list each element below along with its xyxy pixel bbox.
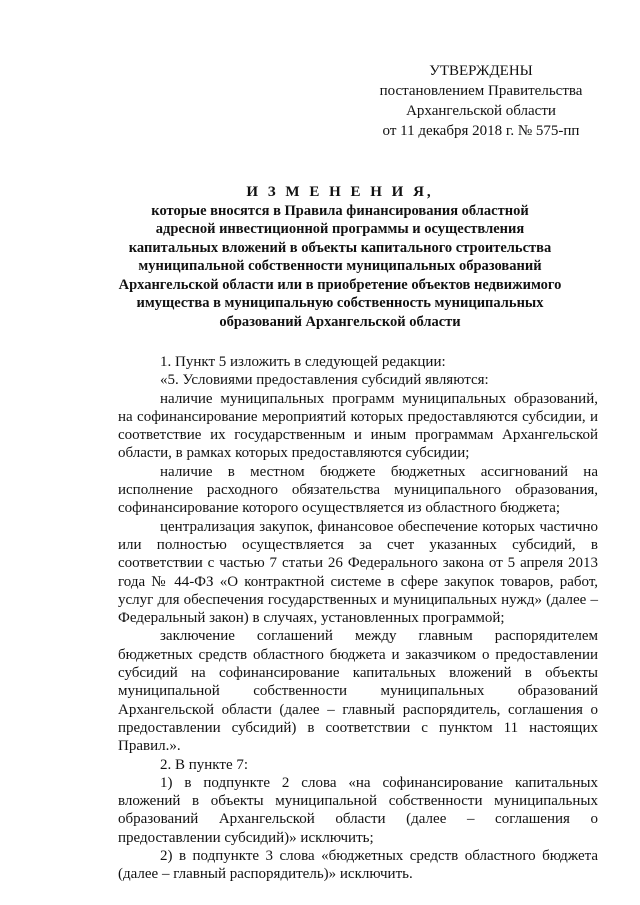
title-line: адресной инвестиционной программы и осуществления <box>155 221 525 237</box>
title-line: которые вносятся в Правила финансирования областной <box>151 202 529 219</box>
body-paragraph: централизация закупок, финансовое обеспечение которых частично или полностью осуществляется за счет указанных субсидий, в соответствии с частью 7 статьи 26 Федерального закона от 5 апреля 2013 года № 44-ФЗ «О контрактной системе в сфере закупок товаров, работ, услуг для обеспечения государственных и муниципальных нужд» (далее – Федеральный закон) в случаях, установленных программой; <box>118 518 598 627</box>
document-body <box>118 353 598 884</box>
title-line: муниципальной собственности муниципальных образований <box>138 258 542 274</box>
body-paragraph: наличие муниципальных программ муниципальных образований, на софинансирование мероприятий которых предоставляются субсидии, и соответствие их государственным и иным программам Архангельской области, в рамках которых предоставляются субсидии; <box>118 390 598 462</box>
title-main: И З М Е Н Е Н И Я, <box>246 184 434 200</box>
body-paragraph: 2) в подпункте 3 слова «бюджетных средств областного бюджета (далее – главный распорядитель)» исключить. <box>118 848 598 883</box>
body-paragraph: 2. В пункте 7: <box>160 756 249 773</box>
title-line: Архангельской области или в приобретение объектов недвижимого <box>118 276 562 293</box>
approval-region: Архангельской области <box>406 103 556 119</box>
title-line: образований Архангельской области <box>219 313 461 330</box>
title-line: капитальных вложений в объекты капитального строительства <box>128 239 552 256</box>
body-paragraph: 1) в подпункте 2 слова «на софинансирование капитальных вложений в объекты муниципальной собственности муниципальных образований Архангельской области (далее – соглашения о предоставлении субсидий)» исключить; <box>118 774 598 846</box>
approval-date-number: от 11 декабря 2018 г. № 575-пп <box>382 123 580 139</box>
approval-decree: постановлением Правительства <box>379 83 583 99</box>
approval-stamp <box>355 61 607 141</box>
title-line: имущества в муниципальную собственность муниципальных <box>136 295 544 311</box>
approval-heading: УТВЕРЖДЕНЫ <box>429 63 533 79</box>
body-paragraph: «5. Условиями предоставления субсидий являются: <box>160 372 489 389</box>
body-paragraph: заключение соглашений между главным распорядителем бюджетных средств областного бюджета и заказчиком о предоставлении субсидий на софинансирование капитальных вложений в объекты муниципальной собственности муниципальных образований Архангельской области (далее – главный распорядитель, соглашения о предоставлении субсидий) в соответствии с пунктом 11 настоящих Правил.». <box>118 628 598 755</box>
document-title <box>100 183 580 331</box>
body-paragraph: 1. Пункт 5 изложить в следующей редакции: <box>160 354 446 370</box>
body-paragraph: наличие в местном бюджете бюджетных ассигнований на исполнение расходного обязательства муниципального образования, софинансирование которого осуществляется из областного бюджета; <box>118 463 598 517</box>
